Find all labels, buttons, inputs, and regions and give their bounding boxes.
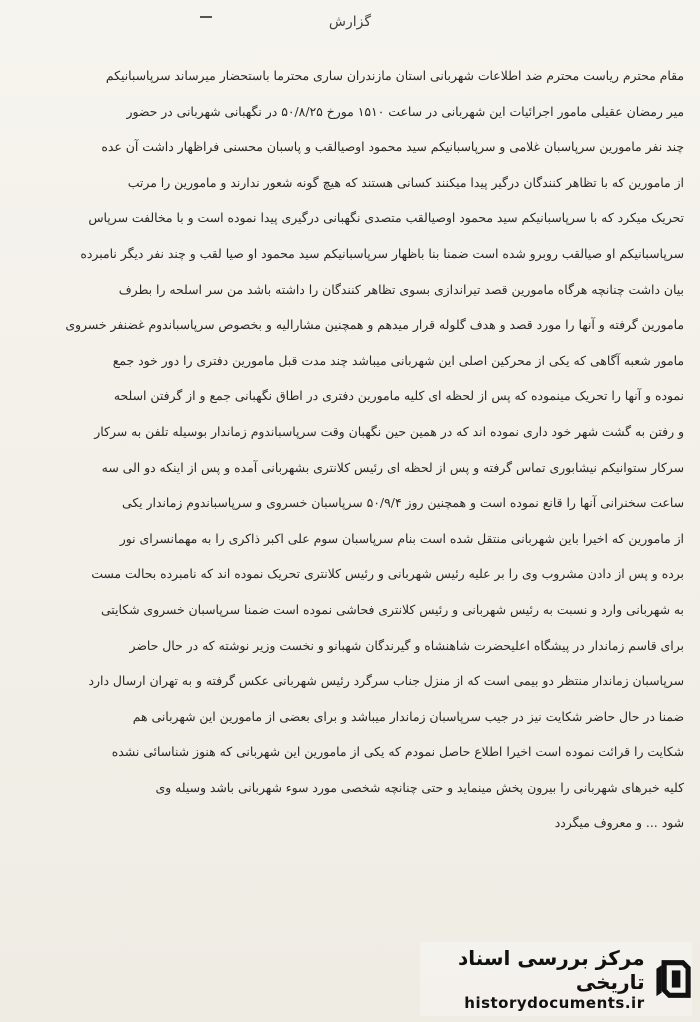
document-line: کلیه خبرهای شهربانی را بیرون پخش مینماید و حتی چنانچه شخصی مورد سوء شهربانی باشد وسیله وی	[155, 779, 684, 795]
document-line: مامور شعبه آگاهی که یکی از محرکین اصلی این شهربانی میباشد چند مدت قبل مامورین دفتری را دور خود جمع	[112, 352, 684, 368]
document-body	[14, 58, 684, 841]
watermark-url: historydocuments.ir	[464, 994, 645, 1012]
document-title: گزارش	[328, 14, 372, 30]
document-line: از مامورین که اخیرا باین شهربانی منتقل شده است بنام سرپاسبان سوم علی اکبر ذاکری را به مهمانسرای نور	[119, 530, 684, 546]
document-line: و رفتن به گشت شهر خود داری نموده اند که در همین حین نگهبان وقت سرپاسباندوم زماندار بوسیله تلفن به سرکار	[94, 423, 684, 439]
document-line: مامورین گرفته و آنها را مورد قصد و هدف گلوله قرار میدهم و همچنین مشارالیه و بخصوص سرپاسباندوم غضنفر خسروی	[65, 317, 684, 333]
document-line: برای قاسم زماندار در پیشگاه اعلیحضرت شاهنشاه و گیرندگان شهبانو و نخست وزیر نوشته که در حال حاضر	[129, 637, 684, 653]
document-line: میر رمضان عقیلی مامور اجرائیات این شهربانی در ساعت ۱۵۱۰ مورخ ۵۰/۸/۲۵ در نگهبانی شهربانی در حضور	[126, 103, 684, 119]
watermark-logo	[420, 942, 692, 1016]
archive-emblem-icon	[653, 951, 692, 1007]
document-line: به شهربانی وارد و نسبت به رئیس شهربانی و رئیس کلانتری فحاشی نموده است ضمنا سرپاسبان خسروی شکایتی	[100, 601, 684, 617]
document-line: ساعت سخنرانی آنها را قانع نموده است و همچنین روز ۵۰/۹/۴ سرپاسبان خسروی و سرپاسباندوم زماندار یکی	[122, 495, 684, 511]
watermark-organization: مرکز بررسی اسناد تاریخی	[457, 946, 645, 994]
document-line: شکایت را قرائت نموده است اخیرا اطلاع حاصل نمودم که یکی از مامورین این شهربانی که هنوز شناسائی نشده	[111, 744, 684, 760]
document-line: از مامورین که با تظاهر کنندگان درگیر پیدا میکنند کسانی هستند که هیچ گونه شعور ندارند و مامورین را مرتب	[127, 174, 684, 190]
document-line: ضمنا در حال حاضر شکایت نیز در جیب سرپاسبان زماندار میباشد و برای بعضی از مامورین این شهربانی هم	[132, 708, 684, 724]
document-line: سرپاسبانیکم او صیالقب روبرو شده است ضمنا بنا باظهار سرپاسبانیکم سید محمود او صیا لقب و چند نفر دیگر نامبرده	[80, 245, 684, 261]
document-line: چند نفر مامورین سرپاسبان غلامی و سرپاسبانیکم سید محمود اوصیالقب و پاسبان محسنی فراظهار داشت آن عده	[101, 139, 684, 155]
document-line: بیان داشت چنانچه هرگاه مامورین قصد تیراندازی بسوی تظاهر کنندگان را داشته باشد من سر اسلحه را بطرف	[118, 281, 684, 297]
document-line: تحریک میکرد که با سرپاسبانیکم سید محمود اوصیالقب متصدی نگهبانی درگیری پیدا نموده است و با مخالفت سرپاس	[88, 210, 684, 226]
document-line: مقام محترم ریاست محترم ضد اطلاعات شهربانی استان مازندران ساری محترما باستحضار میرساند سرپاسبانیکم	[105, 68, 684, 83]
watermark-text	[420, 946, 645, 1012]
document-line: برده و پس از دادن مشروب وی را بر علیه رئیس شهربانی و رئیس کلانتری تحریک نموده اند که نامبرده بحالت مست	[91, 566, 684, 582]
document-line: شود ... و معروف میگردد	[554, 815, 684, 831]
document-line: سرکار ستوانیکم نیشابوری تماس گرفته و پس از لحظه ای رئیس کلانتری بشهربانی آمده و پس از اینکه دو الی سه	[101, 459, 684, 475]
document-line: نموده و آنها را تحریک مینموده که پس از لحظه ای کلیه مامورین دفتری در اطاق نگهبانی جمع و از گرفتن اسلحه	[113, 388, 684, 404]
document-line: سرپاسبان زماندار منتظر دو بیمی است که از منزل جناب سرگرد رئیس شهربانی عکس گرفته و به تهران ارسال دارد	[88, 673, 684, 689]
